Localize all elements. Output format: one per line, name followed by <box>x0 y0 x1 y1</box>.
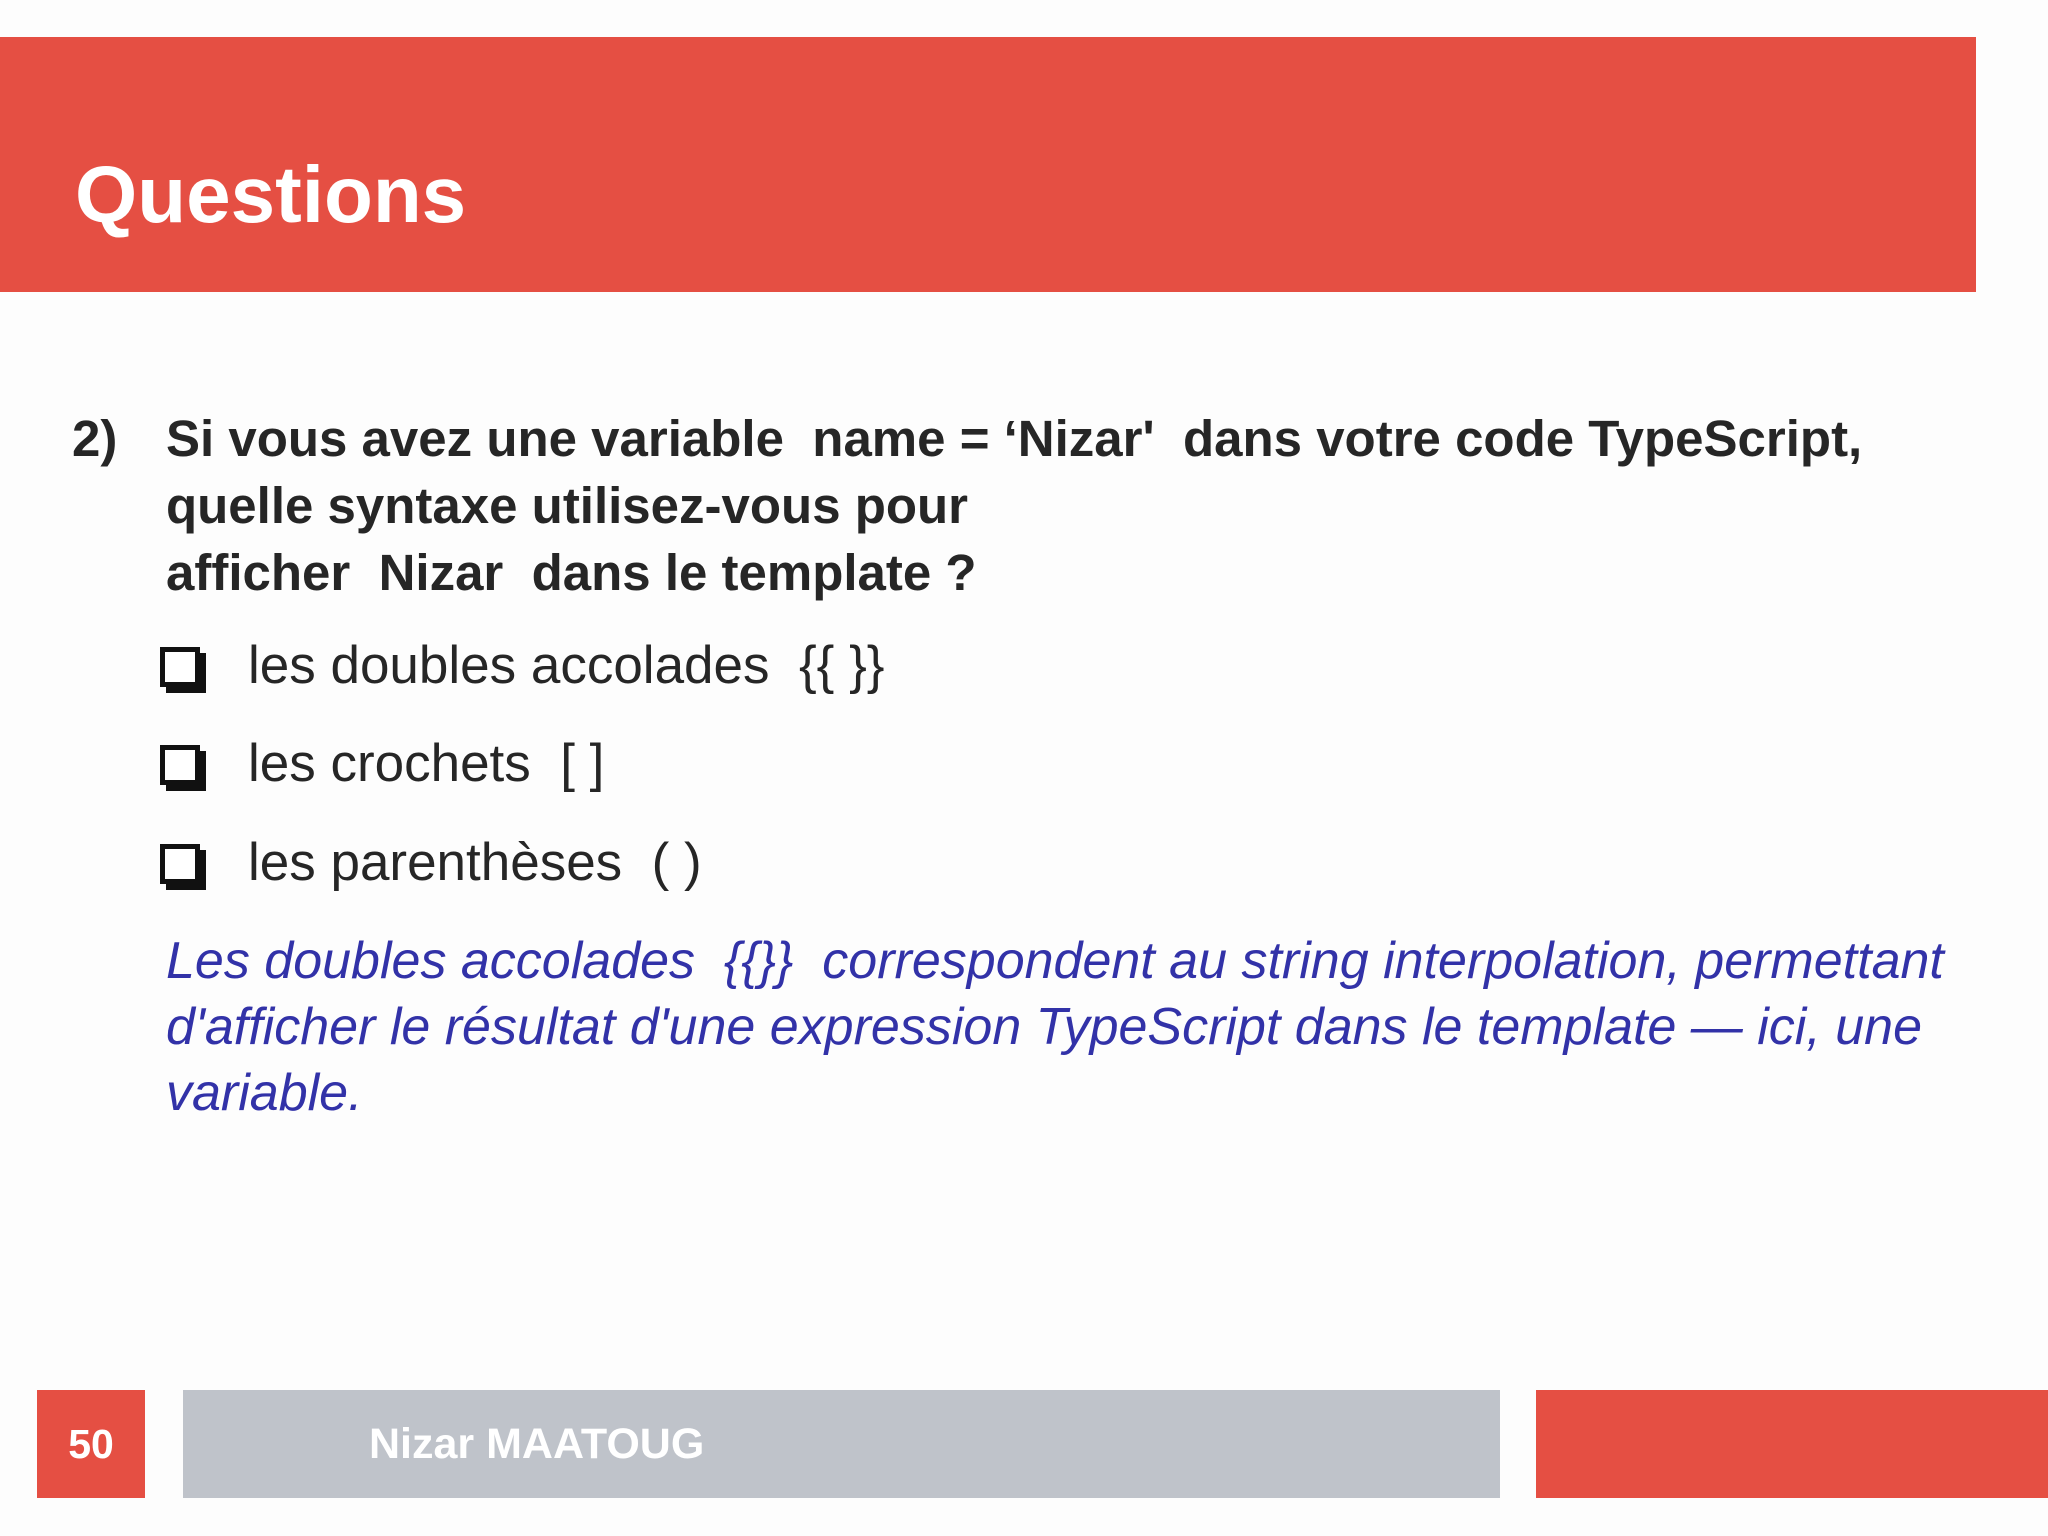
checkbox-icon[interactable] <box>160 647 200 687</box>
question-text: Si vous avez une variable name = ‘Nizar' dans votre code TypeScript, quelle syntaxe utilisez-vous pour afficher Nizar dans le template ? <box>166 410 1863 601</box>
checkbox-icon[interactable] <box>160 844 200 884</box>
page-number: 50 <box>37 1390 145 1498</box>
checkbox-icon[interactable] <box>160 745 200 785</box>
question-number: 2) <box>72 410 118 467</box>
slide-title: Questions <box>75 150 467 239</box>
answer-option[interactable] <box>160 828 702 898</box>
option-label: les doubles accolades {{ }} <box>248 636 885 695</box>
footer-right-bar <box>1536 1390 2048 1498</box>
footer-author: Nizar MAATOUG <box>369 1420 705 1468</box>
answer-option[interactable] <box>160 631 885 701</box>
footer-author-bar <box>183 1390 1500 1498</box>
option-label: les crochets [ ] <box>248 734 605 793</box>
answer-explanation: Les doubles accolades {{}} correspondent au string interpolation, permettant d'afficher le résultat d'une expression TypeScript dans le template — ici, une variable. <box>166 932 1959 1122</box>
answer-option[interactable] <box>160 729 605 799</box>
option-label: les parenthèses ( ) <box>248 833 702 892</box>
